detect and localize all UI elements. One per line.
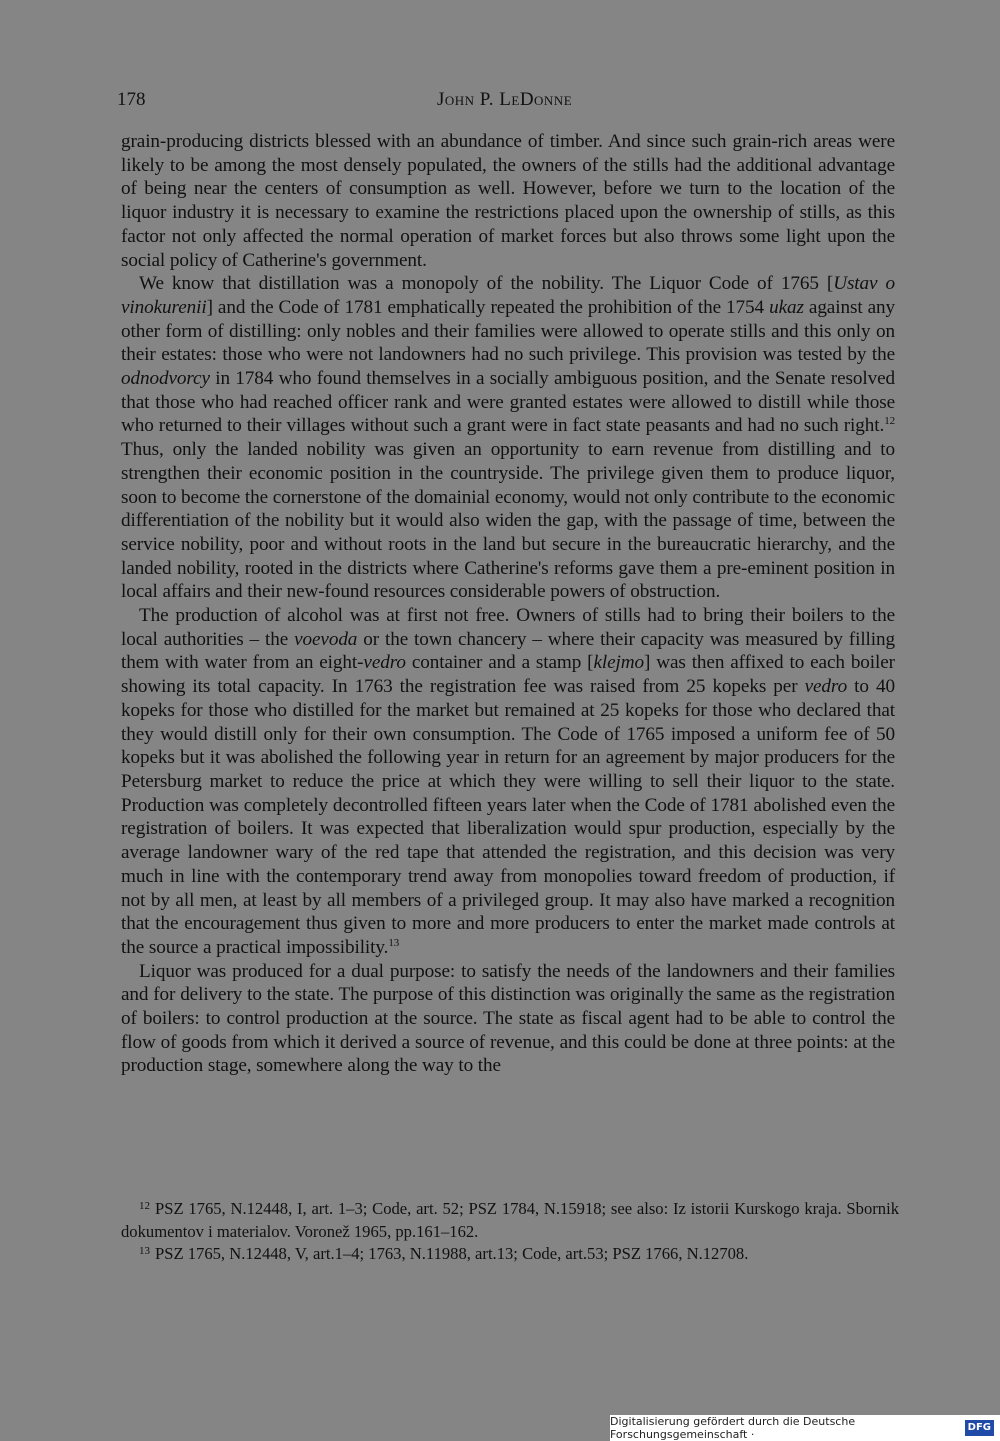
paragraph-3 (121, 604, 895, 960)
paragraph-2 (121, 272, 895, 604)
footnote-12 (121, 1198, 899, 1243)
running-head: John P. LeDonne (437, 89, 573, 110)
page-number: 178 (117, 89, 146, 110)
term-klejmo: klejmo (593, 652, 645, 674)
term-ustav: Ustav o vinokurenii (121, 273, 895, 318)
paragraph-4-text: Liquor was produced for a dual purpose: to satisfy the needs of the landowners and their families and for delivery to the state. The purpose of this distinction was originally the same as the registration of boilers: to control production at the source. The state as fiscal agent had to be able to control the flow of goods from which it derived a source of revenue, and this could be done at three points: at the production stage, somewhere along the way to the (121, 960, 895, 1077)
paragraph-3-part-c: container and a stamp [ (405, 652, 594, 674)
footnote-12-text: PSZ 1765, N.12448, I, art. 1–3; Code, art. 52; PSZ 1784, N.15918; see also: Iz istorii Kurskogo kraja. Sbornik dokumentov i materialov. Voronež 1965, pp.161–162. (121, 1199, 899, 1241)
body-text (121, 130, 895, 1078)
footnote-ref-13[interactable]: 13 (388, 936, 400, 949)
footnote-13 (121, 1243, 899, 1266)
term-odnodvorcy: odnodvorcy (121, 368, 210, 390)
footnote-12-mark: 12 (139, 1200, 150, 1212)
paragraph-3-part-b: or the town chancery – where their capacity was measured by filling them with water from an eight- (121, 628, 895, 674)
footnote-ref-12[interactable]: 12 (884, 415, 895, 428)
paragraph-2-part-c: against any other form of distilling: only nobles and their families were allowed to operate stills and this only on their estates: those who were not landowners had no such privilege. This provision was tested by the (121, 296, 895, 366)
term-voevoda: voevoda (294, 628, 358, 650)
paragraph-2-part-e: Thus, only the landed nobility was given an opportunity to earn revenue from distilling and to strengthen their economic position in the countryside. The privilege given them to produce liquor, soon to become the cornerstone of the domainial economy, would not only contribute to the economic differentiation of the nobility but it would also widen the gap, with the passage of time, between the service nobility, poor and without roots in the land but secure in the bureaucratic hierarchy, and the landed nobility, rooted in the districts where Catherine's reforms gave them a pre-eminent position in local affairs and their new-found resources considerable powers of obstruction. (121, 439, 895, 603)
term-ukaz: ukaz (769, 296, 804, 318)
funding-banner (610, 1415, 1000, 1441)
paragraph-2-part-b: ] and the Code of 1781 emphatically repeated the prohibition of the 1754 (206, 296, 770, 318)
footnote-13-mark: 13 (139, 1245, 150, 1257)
paragraph-3-part-e: to 40 kopeks for those who distilled for the market but remained at 25 kopeks for those who declared that they would distill only for their own consumption. The Code of 1765 imposed a uniform fee of 50 kopeks but it was abolished the following year in return for an agreement by major producers for the Petersburg market to reduce the price at which they were willing to sell their liquor to the state. Production was completely decontrolled fifteen years later when the Code of 1781 abolished even the registration of boilers. It was expected that liberalization would spur production, especially by the average landowner wary of the red tape that attended the registration, and this decision was very much in line with the contemporary trend away from monopolies toward freedom of production, if not by all men, at least by all members of a privileged group. It may also have marked a recognition that the encouragement thus given to more and more producers to enter the market made controls at the source a practical impossibility. (121, 676, 895, 958)
footnotes (121, 1198, 899, 1266)
paragraph-2-part-d: in 1784 who found themselves in a socially ambiguous position, and the Senate resolved that those who had reached officer rank and were granted estates were allowed to distill while those who returned to their villages without such a grant were in fact state peasants and had no such right. (121, 368, 895, 437)
paragraph-4 (121, 960, 895, 1079)
paragraph-3-part-d: ] was then affixed to each boiler showing its total capacity. In 1763 the registration fee was raised from 25 kopeks per (121, 652, 895, 698)
paragraph-2-part-a: We know that distillation was a monopoly of the nobility. The Liquor Code of 1765 [ (139, 273, 834, 295)
funding-banner-text: Digitalisierung gefördert durch die Deutsche Forschungsgemeinschaft · (610, 1415, 856, 1441)
term-vedro-2: vedro (804, 676, 848, 698)
footnote-13-text: PSZ 1765, N.12448, V, art.1–4; 1763, N.11988, art.13; Code, art.53; PSZ 1766, N.12708. (155, 1244, 749, 1263)
term-vedro: vedro (363, 652, 406, 674)
paragraph-1 (121, 130, 895, 272)
dfg-logo-icon[interactable]: DFG (965, 1420, 994, 1436)
paragraph-1-text: grain-producing districts blessed with an abundance of timber. And since such grain-rich areas were likely to be among the most densely populated, the owners of the stills had the additional advantage of being near the centers of consumption as well. However, before we turn to the location of the liquor industry it is necessary to examine the restrictions placed upon the ownership of stills, as this factor not only affected the normal operation of market forces but also throws some light upon the social policy of Catherine's government. (121, 131, 895, 271)
paragraph-3-part-a: The production of alcohol was at first not free. Owners of stills had to bring their boilers to the local authorities – the (121, 605, 895, 650)
